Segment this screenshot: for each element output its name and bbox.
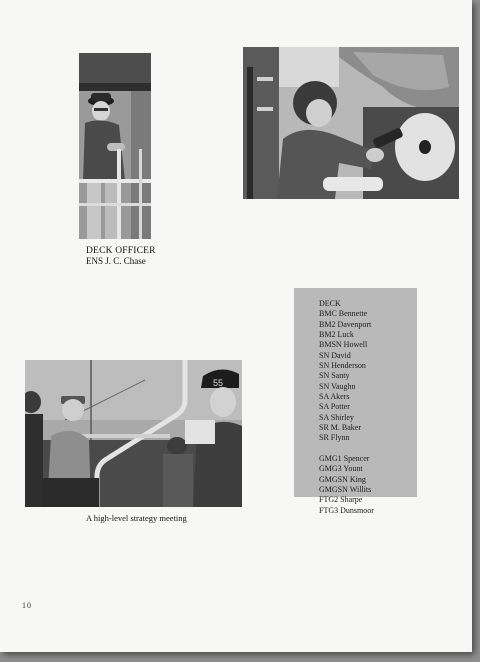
roster-entry: SA Potter — [319, 402, 350, 412]
roster-entry: SA Shirley — [319, 412, 354, 422]
roster-entry: SR Flynn — [319, 433, 350, 443]
roster-entry: SR M. Baker — [319, 423, 361, 433]
deck-officer-photo-image — [79, 53, 151, 239]
roster-entry: FTG2 Sharpe — [319, 495, 363, 505]
roster-entry: BM2 Davenport — [319, 319, 372, 329]
deck-roster-box — [294, 288, 417, 515]
deck-officer-photo — [79, 53, 151, 239]
roster-entry: BMC Bennette — [319, 309, 368, 319]
officer-title-caption: DECK OFFICER — [86, 246, 156, 256]
roster-entry: GMG1 Spencer — [319, 453, 370, 463]
strategy-meeting-photo — [25, 360, 242, 507]
sailor-at-winch-photo — [243, 47, 459, 199]
roster-entry: BMSN Howell — [319, 340, 368, 350]
officer-name-caption: ENS J. C. Chase — [86, 256, 146, 266]
strategy-meeting-photo-image — [25, 360, 242, 507]
roster-gap — [319, 444, 417, 454]
roster-entry: SA Akers — [319, 392, 350, 402]
cap-badge-text: 55 — [213, 378, 224, 388]
roster-entry: SN Henderson — [319, 361, 366, 371]
sailor-at-winch-photo-image — [243, 47, 459, 199]
roster-entry: GMGSN Willits — [319, 484, 372, 494]
roster-entry: GMG3 Yount — [319, 464, 363, 474]
meeting-caption: A high-level strategy meeting — [86, 513, 187, 523]
roster-heading: DECK — [319, 299, 341, 308]
roster-entry: SN Santy — [319, 371, 350, 381]
roster-entry: SN Vaughn — [319, 381, 356, 391]
roster-entry: BM2 Luck — [319, 330, 354, 340]
roster-entry: FTG3 Dunsmoor — [319, 505, 374, 515]
roster-entry: SN David — [319, 350, 351, 360]
page-number: 10 — [22, 601, 32, 610]
roster-entry: GMGSN King — [319, 474, 366, 484]
